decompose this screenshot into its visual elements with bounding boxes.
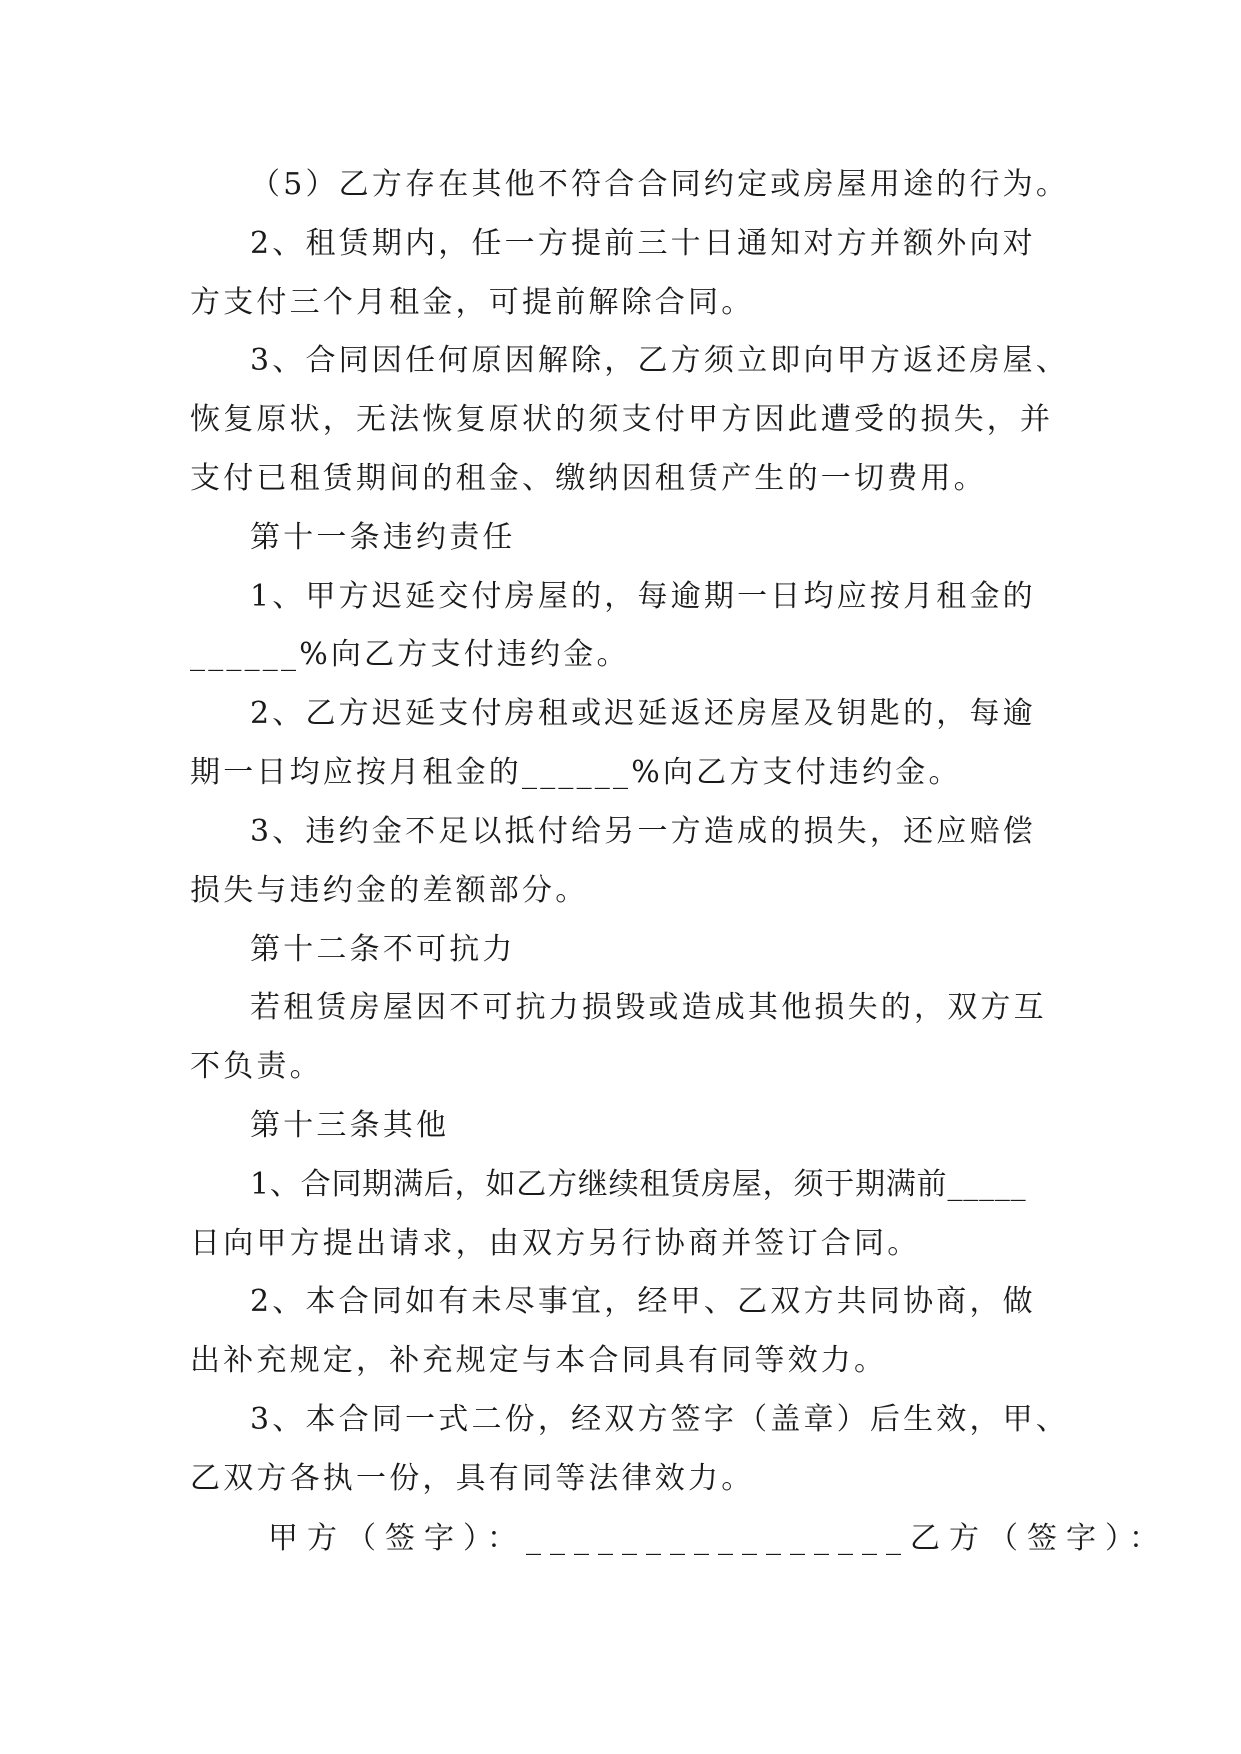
paragraph-line: 出补充规定，补充规定与本合同具有同等效力。 [190, 1343, 888, 1378]
paragraph-line: 3、违约金不足以抵付给另一方造成的损失，还应赔偿 [250, 814, 1036, 849]
paragraph-line: 方支付三个月租金，可提前解除合同。 [190, 285, 755, 320]
paragraph-line: 1、甲方迟延交付房屋的，每逾期一日均应按月租金的 [250, 579, 1036, 614]
paragraph-line: 乙双方各执一份，具有同等法律效力。 [190, 1461, 755, 1496]
paragraph-line: （5）乙方存在其他不符合合同约定或房屋用途的行为。 [250, 167, 1070, 202]
section-heading: 第十一条违约责任 [250, 520, 516, 555]
paragraph-line: 日向甲方提出请求，由双方另行协商并签订合同。 [190, 1226, 921, 1261]
paragraph-line: 若租赁房屋因不可抗力损毁或造成其他损失的，双方互 [250, 990, 1047, 1025]
paragraph-line: 3、本合同一式二份，经双方签字（盖章）后生效，甲、 [250, 1402, 1070, 1437]
section-heading: 第十二条不可抗力 [250, 932, 516, 967]
paragraph-line: 恢复原状，无法恢复原状的须支付甲方因此遭受的损失，并 [190, 402, 1054, 437]
paragraph-line: 2、本合同如有未尽事宜，经甲、乙双方共同协商，做 [250, 1284, 1036, 1319]
section-heading: 第十三条其他 [250, 1108, 450, 1143]
paragraph-line: 不负责。 [190, 1049, 323, 1084]
paragraph-line: 损失与违约金的差额部分。 [190, 873, 589, 908]
paragraph-line: 期一日均应按月租金的______%向乙方支付违约金。 [190, 755, 962, 790]
paragraph-line: ______%向乙方支付违约金。 [190, 637, 630, 672]
paragraph-line: 2、租赁期内，任一方提前三十日通知对方并额外向对 [250, 226, 1036, 261]
paragraph-line: 2、乙方迟延支付房租或迟延返还房屋及钥匙的，每逾 [250, 696, 1036, 731]
paragraph-line: 3、合同因任何原因解除，乙方须立即向甲方返还房屋、 [250, 343, 1070, 378]
paragraph-line: 支付已租赁期间的租金、缴纳因租赁产生的一切费用。 [190, 461, 987, 496]
paragraph-line: 1、合同期满后，如乙方继续租赁房屋，须于期满前_____ [250, 1167, 1027, 1202]
signature-line: 甲方（签字）：________________乙方（签字）： [268, 1521, 1168, 1556]
